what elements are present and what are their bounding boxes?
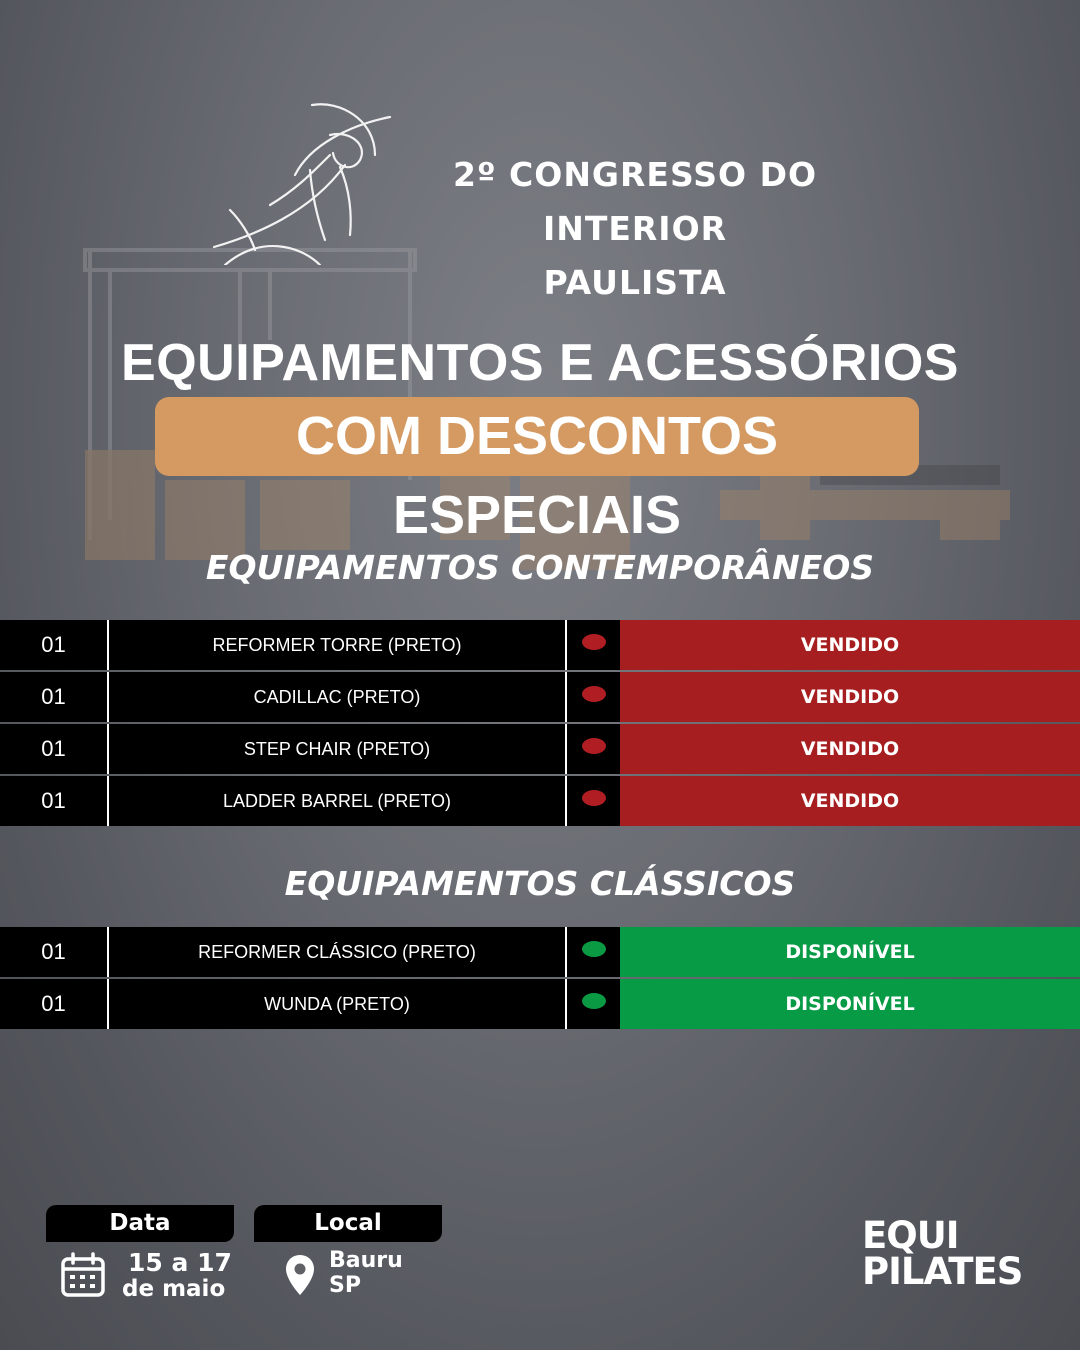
- classic-equipment-table: [0, 927, 1080, 1031]
- congress-title: [380, 148, 890, 310]
- equipilates-logo: [862, 1214, 1023, 1293]
- location-state: SP: [329, 1273, 361, 1298]
- row-quantity: 01: [0, 620, 109, 670]
- row-product-name: CADILLAC (PRETO): [109, 672, 567, 722]
- brand-line1: EQUI: [862, 1214, 959, 1257]
- calendar-icon: [60, 1252, 106, 1298]
- table-row: [0, 979, 1080, 1029]
- sold-status-dot-icon: [582, 686, 606, 702]
- congress-title-line2: PAULISTA: [543, 263, 727, 302]
- brand-line2: PILATES: [862, 1250, 1023, 1293]
- headline: EQUIPAMENTOS E ACESSÓRIOS: [121, 334, 959, 392]
- row-status: VENDIDO: [620, 620, 1080, 670]
- row-status-dot-cell: [567, 979, 620, 1029]
- congress-logo-figure: [200, 95, 400, 265]
- sold-status-dot-icon: [582, 790, 606, 806]
- row-status-dot-cell: [567, 724, 620, 774]
- row-quantity: 01: [0, 776, 109, 826]
- congress-title-line1: 2º CONGRESSO DO INTERIOR: [452, 155, 818, 248]
- row-quantity: 01: [0, 724, 109, 774]
- sold-status-dot-icon: [582, 738, 606, 754]
- row-product-name: REFORMER TORRE (PRETO): [109, 620, 567, 670]
- row-quantity: 01: [0, 672, 109, 722]
- row-status-dot-cell: [567, 776, 620, 826]
- row-status-dot-cell: [567, 927, 620, 977]
- contemporary-equipment-table: [0, 620, 1080, 828]
- date-body: [46, 1242, 234, 1302]
- row-status: VENDIDO: [620, 672, 1080, 722]
- row-status: DISPONÍVEL: [620, 979, 1080, 1029]
- row-product-name: REFORMER CLÁSSICO (PRETO): [109, 927, 567, 977]
- location-city: Bauru: [329, 1248, 403, 1273]
- table-row: [0, 672, 1080, 722]
- row-product-name: WUNDA (PRETO): [109, 979, 567, 1029]
- row-status: VENDIDO: [620, 776, 1080, 826]
- section-title-classic: EQUIPAMENTOS CLÁSSICOS: [284, 864, 796, 903]
- sold-status-dot-icon: [582, 634, 606, 650]
- row-product-name: LADDER BARREL (PRETO): [109, 776, 567, 826]
- table-row: [0, 620, 1080, 670]
- location-info: [254, 1205, 442, 1302]
- row-status-dot-cell: [567, 672, 620, 722]
- section-title-contemporary: EQUIPAMENTOS CONTEMPORÂNEOS: [205, 548, 875, 587]
- available-status-dot-icon: [582, 993, 606, 1009]
- location-label: Local: [254, 1205, 442, 1242]
- date-value-days: 15 a 17: [128, 1248, 232, 1277]
- row-quantity: 01: [0, 927, 109, 977]
- row-quantity: 01: [0, 979, 109, 1029]
- table-row: [0, 927, 1080, 977]
- date-info: [46, 1205, 234, 1302]
- location-body: [254, 1242, 442, 1302]
- available-status-dot-icon: [582, 941, 606, 957]
- table-row: [0, 724, 1080, 774]
- row-status: VENDIDO: [620, 724, 1080, 774]
- row-product-name: STEP CHAIR (PRETO): [109, 724, 567, 774]
- row-status: DISPONÍVEL: [620, 927, 1080, 977]
- date-value-month: de maio: [122, 1276, 226, 1302]
- discount-highlight-banner: COM DESCONTOS ESPECIAIS: [155, 397, 919, 476]
- row-status-dot-cell: [567, 620, 620, 670]
- date-label: Data: [46, 1205, 234, 1242]
- table-row: [0, 776, 1080, 826]
- map-pin-icon: [284, 1254, 316, 1296]
